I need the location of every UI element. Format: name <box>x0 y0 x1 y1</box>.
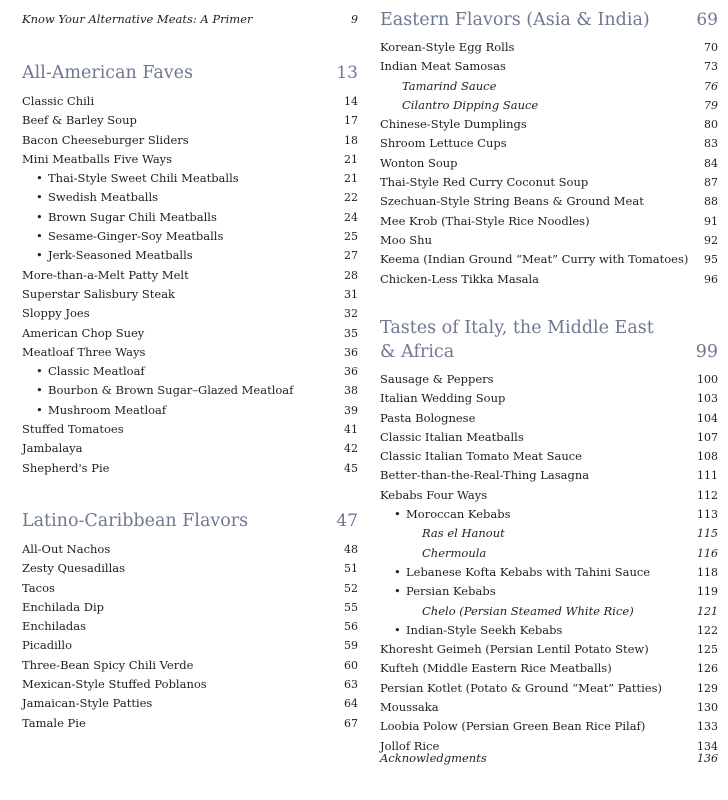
toc-entry-title: Beef & Barley Soup <box>22 113 137 128</box>
toc-entry[interactable] <box>380 270 718 289</box>
toc-entry-title: • Swedish Meatballs <box>36 188 158 207</box>
toc-entry-page: 118 <box>697 565 718 579</box>
toc-entry-page: 24 <box>344 210 358 224</box>
toc-entry[interactable] <box>22 285 358 304</box>
toc-entry-title: Wonton Soup <box>380 155 458 170</box>
toc-entry-page: 76 <box>704 79 718 93</box>
toc-entry-title: Szechuan-Style String Beans & Ground Meat <box>380 194 644 209</box>
toc-entry[interactable] <box>22 227 358 246</box>
toc-entry-title: • Classic Meatloaf <box>36 362 145 381</box>
toc-entry[interactable] <box>22 169 358 188</box>
toc-entry-title: • Thai-Style Sweet Chili Meatballs <box>36 169 239 188</box>
toc-entry-title: • Moroccan Kebabs <box>394 505 511 524</box>
toc-entry-page: 64 <box>344 697 358 711</box>
toc-entry-title: American Chop Suey <box>22 325 145 340</box>
toc-entry-page: 17 <box>344 114 358 128</box>
toc-entry-title: Jambalaya <box>22 441 83 456</box>
toc-entry[interactable] <box>22 304 358 323</box>
toc-entry[interactable] <box>380 466 718 485</box>
toc-entry-title: Loobia Polow (Persian Green Bean Rice Pilaf) <box>380 719 646 734</box>
toc-entry[interactable] <box>380 115 718 134</box>
toc-entry[interactable] <box>380 192 718 211</box>
toc-entry-page: 92 <box>704 233 718 247</box>
toc-entry[interactable] <box>22 714 358 733</box>
toc-entry-page: 35 <box>344 326 358 340</box>
toc-entry-page: 96 <box>704 272 718 286</box>
toc-entry-primer[interactable]: Know Your Alternative Meats: A Primer 9 <box>22 12 358 26</box>
toc-entry-title: Mexican-Style Stuffed Poblanos <box>22 677 207 692</box>
toc-entry[interactable] <box>380 389 718 408</box>
toc-entry-title: Tacos <box>22 580 55 595</box>
toc-entry-page: 36 <box>344 365 358 379</box>
toc-entry-title: Enchiladas <box>22 619 86 634</box>
toc-entry-title: More-than-a-Melt Patty Melt <box>22 267 189 282</box>
toc-entry-title: Superstar Salisbury Steak <box>22 286 176 301</box>
toc-entry-page: 38 <box>344 384 358 398</box>
toc-entry[interactable] <box>22 559 358 578</box>
toc-entry-page: 42 <box>344 442 358 456</box>
toc-entry-page: 25 <box>344 230 358 244</box>
toc-entry[interactable] <box>380 250 718 269</box>
toc-entry-page: 28 <box>344 268 358 282</box>
toc-entry-page: 104 <box>697 411 718 425</box>
toc-entry-title: Tamale Pie <box>22 715 86 730</box>
toc-entry-page: 31 <box>344 287 358 301</box>
toc-list <box>22 540 358 733</box>
toc-entry[interactable] <box>380 544 718 563</box>
toc-entry-title: Classic Italian Meatballs <box>380 429 524 444</box>
toc-entry-page: 91 <box>704 214 718 228</box>
toc-entry[interactable] <box>380 96 718 115</box>
toc-entry-title: Ras el Hanout <box>422 526 505 541</box>
toc-entry-title: Shepherd's Pie <box>22 460 110 475</box>
toc-entry[interactable] <box>22 188 358 207</box>
toc-entry-page: 108 <box>697 450 718 464</box>
toc-entry-title: Classic Italian Tomato Meat Sauce <box>380 449 582 464</box>
toc-entry-page: 52 <box>344 581 358 595</box>
toc-entry[interactable] <box>380 679 718 698</box>
toc-entry[interactable] <box>380 505 718 524</box>
toc-entry[interactable] <box>22 343 358 362</box>
toc-entry[interactable] <box>22 150 358 169</box>
toc-entry-title: Meatloaf Three Ways <box>22 344 146 359</box>
toc-entry-page: 36 <box>344 345 358 359</box>
toc-entry[interactable] <box>380 486 718 505</box>
toc-entry[interactable] <box>380 698 718 717</box>
toc-entry[interactable] <box>380 447 718 466</box>
toc-entry-page: 79 <box>704 98 718 112</box>
toc-entry[interactable] <box>22 381 358 400</box>
toc-entry-page: 80 <box>704 118 718 132</box>
toc-entry-page: 67 <box>344 716 358 730</box>
toc-entry-title: Korean-Style Egg Rolls <box>380 40 515 54</box>
toc-entry-acknowledgments[interactable]: Acknowledgments 136 <box>380 751 718 765</box>
toc-entry[interactable] <box>380 134 718 153</box>
toc-entry-page: 87 <box>704 176 718 190</box>
toc-entry-title: Chelo (Persian Steamed White Rice) <box>422 603 634 618</box>
toc-entry-page: 18 <box>344 133 358 147</box>
toc-entry[interactable] <box>380 409 718 428</box>
toc-entry-title: • Brown Sugar Chili Meatballs <box>36 208 217 227</box>
toc-entry-title: Mini Meatballs Five Ways <box>22 151 173 166</box>
toc-entry-page: 60 <box>344 658 358 672</box>
toc-entry-page: 45 <box>344 461 358 475</box>
toc-entry-page: 103 <box>697 392 718 406</box>
toc-entry-title: Picadillo <box>22 638 73 653</box>
toc-entry-page: 129 <box>697 681 718 695</box>
section-all-american <box>22 62 358 478</box>
toc-entry-title: Keema (Indian Ground “Meat” Curry with Tomatoes) <box>380 252 689 267</box>
toc-entry[interactable] <box>380 77 718 96</box>
toc-entry[interactable] <box>22 459 358 478</box>
toc-entry-title: Kebabs Four Ways <box>380 487 488 502</box>
toc-list <box>380 38 718 289</box>
toc-entry-page: 83 <box>704 137 718 151</box>
toc-entry-page: 59 <box>344 639 358 653</box>
toc-entry-title: • Bourbon & Brown Sugar–Glazed Meatloaf <box>36 381 293 400</box>
toc-entry-title: Mee Krob (Thai-Style Rice Noodles) <box>380 213 590 228</box>
toc-entry[interactable] <box>380 717 718 736</box>
toc-entry-title: Cilantro Dipping Sauce <box>402 97 539 112</box>
toc-entry-title: Three-Bean Spicy Chili Verde <box>22 657 194 672</box>
toc-entry-page: 130 <box>697 701 718 715</box>
toc-entry-page: 113 <box>697 508 718 522</box>
toc-entry-title: Classic Chili <box>22 94 95 108</box>
toc-entry-page: 39 <box>344 403 358 417</box>
toc-entry[interactable] <box>22 246 358 265</box>
toc-entry[interactable] <box>22 324 358 343</box>
toc-entry-title: Indian Meat Samosas <box>380 59 506 74</box>
toc-entry-title: • Jerk-Seasoned Meatballs <box>36 246 193 265</box>
toc-entry[interactable] <box>380 57 718 76</box>
toc-entry-title: Chicken-Less Tikka Masala <box>380 271 540 286</box>
toc-entry[interactable] <box>380 563 718 582</box>
toc-entry-title: Zesty Quesadillas <box>22 561 126 576</box>
toc-entry-page: 133 <box>697 720 718 734</box>
section-heading[interactable]: Latino-Caribbean Flavors 47 <box>22 511 358 531</box>
toc-entry-title: Tamarind Sauce <box>402 78 497 93</box>
toc-entry-page: 100 <box>697 373 718 386</box>
section-eastern <box>380 9 718 289</box>
toc-entry-title: Sloppy Joes <box>22 306 90 321</box>
toc-entry-page: 41 <box>344 423 358 437</box>
toc-entry-title: Enchilada Dip <box>22 599 104 614</box>
toc-entry-page: 84 <box>704 156 718 170</box>
toc-entry[interactable] <box>22 540 358 559</box>
toc-entry-page: 14 <box>344 95 358 108</box>
toc-entry[interactable] <box>22 636 358 655</box>
toc-entry[interactable] <box>22 579 358 598</box>
toc-entry-title: • Lebanese Kofta Kebabs with Tahini Sauce <box>394 563 650 582</box>
toc-entry-title: Moussaka <box>380 700 439 715</box>
toc-entry-page: 125 <box>697 643 718 657</box>
section-heading[interactable]: Eastern Flavors (Asia & India) 69 <box>380 10 718 30</box>
toc-entry[interactable] <box>22 420 358 439</box>
toc-entry-page: 111 <box>697 469 718 483</box>
toc-entry-page: 116 <box>697 546 718 560</box>
toc-entry-page: 107 <box>697 430 718 444</box>
toc-entry[interactable] <box>380 582 718 601</box>
section-latino-caribbean <box>22 510 358 733</box>
toc-entry[interactable] <box>380 640 718 659</box>
toc-entry-title: Chinese-Style Dumplings <box>380 117 527 132</box>
toc-entry[interactable] <box>380 621 718 640</box>
toc-entry-page: 56 <box>344 620 358 634</box>
toc-entry-title: Chermoula <box>422 545 487 560</box>
toc-entry[interactable] <box>22 598 358 617</box>
toc-entry-title: • Sesame-Ginger-Soy Meatballs <box>36 227 223 246</box>
toc-entry[interactable] <box>22 111 358 130</box>
toc-entry-title: Italian Wedding Soup <box>380 391 506 406</box>
toc-entry[interactable] <box>380 212 718 231</box>
toc-entry-title: Kufteh (Middle Eastern Rice Meatballs) <box>380 661 612 676</box>
toc-entry[interactable] <box>22 439 358 458</box>
toc-entry[interactable] <box>22 131 358 150</box>
toc-entry-title: Moo Shu <box>380 232 432 247</box>
toc-entry-title: Persian Kotlet (Potato & Ground “Meat” Patties) <box>380 680 662 695</box>
toc-entry[interactable] <box>22 208 358 227</box>
toc-entry-title: Khoresht Geimeh (Persian Lentil Potato Stew) <box>380 642 649 657</box>
toc-entry[interactable] <box>22 266 358 285</box>
toc-entry[interactable] <box>380 370 718 389</box>
toc-entry-page: 73 <box>704 60 718 74</box>
toc-entry-title: • Indian-Style Seekh Kebabs <box>394 621 562 640</box>
toc-entry[interactable] <box>22 401 358 420</box>
toc-entry-page: 122 <box>697 623 718 637</box>
toc-entry[interactable] <box>380 524 718 543</box>
toc-entry[interactable] <box>22 656 358 675</box>
toc-entry-page: 112 <box>697 488 718 502</box>
toc-entry[interactable] <box>22 362 358 381</box>
toc-entry[interactable] <box>380 38 718 57</box>
toc-entry-title: • Mushroom Meatloaf <box>36 401 166 420</box>
toc-entry-page: 21 <box>344 172 358 186</box>
toc-entry-page: 63 <box>344 678 358 692</box>
toc-entry[interactable] <box>380 428 718 447</box>
toc-entry-title: Jollof Rice <box>380 738 440 753</box>
toc-entry-title: Shroom Lettuce Cups <box>380 136 507 151</box>
toc-entry-title: Thai-Style Red Curry Coconut Soup <box>380 175 589 190</box>
section-heading[interactable]: Tastes of Italy, the Middle East & Africa 99 <box>380 318 718 362</box>
toc-entry-page: 21 <box>344 152 358 166</box>
toc-entry-page: 55 <box>344 600 358 614</box>
toc-entry[interactable] <box>380 154 718 173</box>
toc-entry-page: 32 <box>344 307 358 321</box>
toc-list <box>380 370 718 756</box>
toc-entry-page: 95 <box>704 253 718 267</box>
toc-entry[interactable] <box>22 617 358 636</box>
toc-entry-page: 121 <box>697 604 718 618</box>
toc-entry-page: 70 <box>704 41 718 54</box>
toc-entry-title: • Persian Kebabs <box>394 582 496 601</box>
toc-entry[interactable] <box>380 173 718 192</box>
toc-entry-page: 126 <box>697 662 718 676</box>
toc-entry-title: Jamaican-Style Patties <box>22 696 153 711</box>
toc-entry-title: Stuffed Tomatoes <box>22 422 124 437</box>
toc-entry-title: Pasta Bolognese <box>380 410 476 425</box>
toc-entry-page: 51 <box>344 562 358 576</box>
toc-entry[interactable] <box>22 675 358 694</box>
toc-list <box>22 92 358 478</box>
toc-entry-title: Bacon Cheeseburger Sliders <box>22 132 189 147</box>
toc-entry-page: 115 <box>697 527 718 541</box>
toc-entry-title: Better-than-the-Real-Thing Lasagna <box>380 468 590 483</box>
toc-entry-page: 88 <box>704 195 718 209</box>
toc-entry-page: 27 <box>344 249 358 263</box>
section-italy-middle-east-africa <box>380 316 718 756</box>
toc-entry[interactable] <box>22 92 358 111</box>
toc-entry[interactable] <box>380 602 718 621</box>
toc-entry[interactable] <box>22 694 358 713</box>
section-heading[interactable]: All-American Faves 13 <box>22 63 358 83</box>
toc-entry[interactable] <box>380 659 718 678</box>
toc-entry[interactable] <box>380 231 718 250</box>
toc-entry-title: Sausage & Peppers <box>380 372 494 386</box>
toc-entry-title: All-Out Nachos <box>22 542 111 556</box>
toc-entry-page: 119 <box>697 585 718 599</box>
toc-entry-page: 134 <box>697 739 718 753</box>
toc-entry-page: 48 <box>344 543 358 556</box>
toc-entry-page: 22 <box>344 191 358 205</box>
